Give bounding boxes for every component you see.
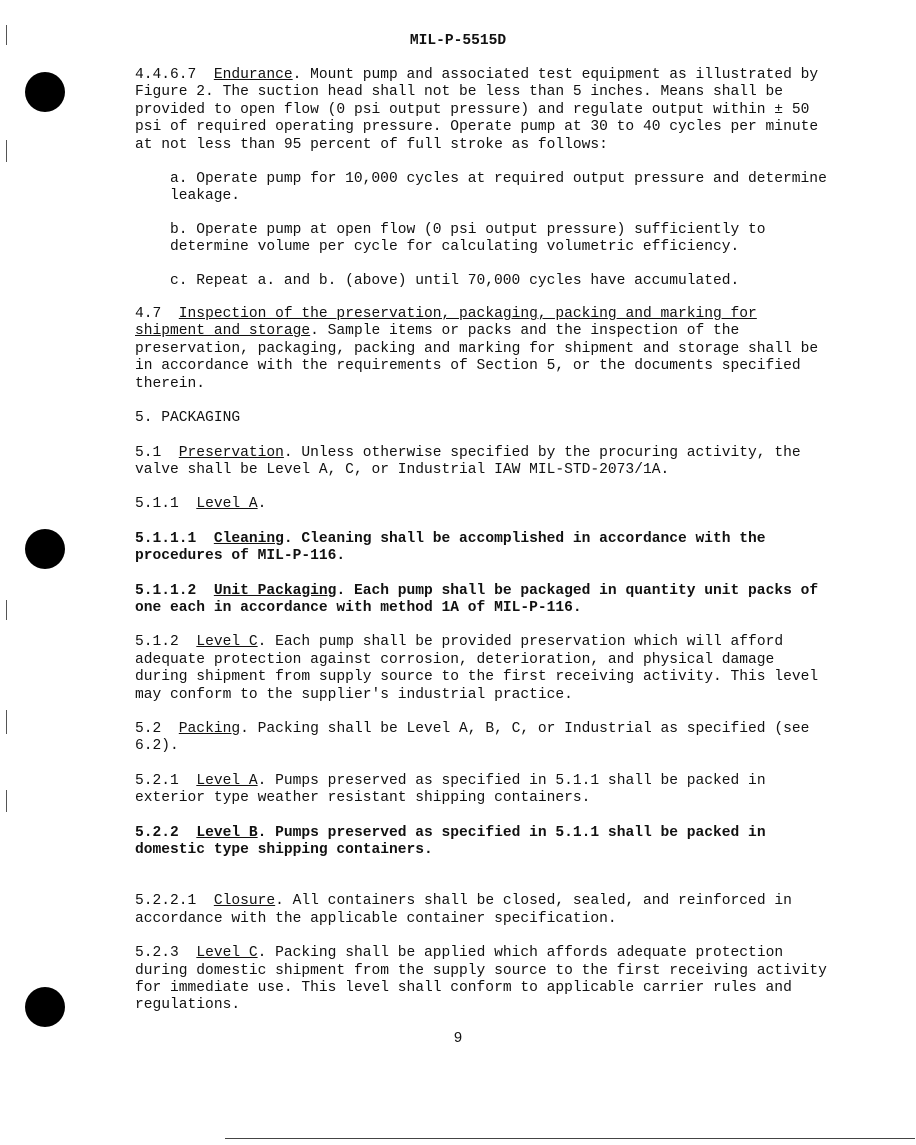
- section-5-heading: 5. PACKAGING: [135, 410, 241, 427]
- section-title: Packing: [178, 720, 241, 737]
- binder-hole-top: [25, 72, 65, 112]
- document-header: MIL-P-5515D: [409, 33, 507, 49]
- section-title: Level A: [196, 772, 258, 789]
- section-number: 5.1.1.2: [135, 582, 197, 599]
- section-5-1: [135, 445, 835, 480]
- page-number: 9: [453, 1031, 463, 1047]
- bottom-rule: [225, 1138, 915, 1139]
- section-text: . All containers shall be closed, sealed, and reinforced in accordance with the applicable container specification.: [135, 893, 792, 927]
- section-title: Level C: [196, 634, 258, 651]
- section-title: Closure: [213, 893, 276, 910]
- section-text: . Unless otherwise specified by the procuring activity, the valve shall be Level A, C, or Industrial IAW MIL-STD-2073/1A.: [135, 444, 801, 478]
- section-4-4-6-7: [135, 67, 835, 154]
- section-text: .: [257, 496, 267, 513]
- section-number: 5.1.1.1: [135, 530, 197, 547]
- section-4-7: [135, 306, 835, 393]
- section-number: 5.2.2: [135, 824, 179, 841]
- section-text: . Each pump shall be provided preservation which will afford adequate protection against corrosion, deterioration, and physical damage during shipment from supply source to the first receiving activity. This level may conform to the supplier's industrial practice.: [135, 634, 819, 703]
- section-title: Level A: [196, 496, 258, 513]
- section-5-1-1-2: [135, 583, 835, 618]
- scan-mark: [6, 140, 7, 162]
- section-5-1-2: [135, 634, 835, 704]
- section-5-2-1: [135, 773, 835, 808]
- section-title: Cleaning: [213, 530, 284, 547]
- scan-mark: [6, 600, 7, 620]
- section-5-1-1: [135, 496, 835, 513]
- section-number: 5.2.2.1: [135, 893, 197, 910]
- section-text: . Sample items or packs and the inspection of the preservation, packaging, packing and marking for shipment and storage shall be in accordance with the requirements of Section 5, or the documents specified therein.: [135, 323, 819, 392]
- section-title: Endurance: [213, 67, 293, 83]
- section-5-2-3: [135, 945, 835, 1015]
- section-text: . Each pump shall be packaged in quantity unit packs of one each in accordance with method 1A of MIL-P-116.: [135, 582, 819, 616]
- section-title: Preservation: [178, 444, 284, 461]
- scan-mark: [6, 710, 7, 734]
- section-title: Inspection of the preservation, packaging, packing and marking for shipment and storage: [135, 306, 757, 340]
- section-5-2: [135, 721, 835, 756]
- section-number: 5.2.3: [135, 945, 179, 962]
- section-number: 4.7: [135, 306, 162, 323]
- binder-hole-bottom: [25, 987, 65, 1027]
- scan-mark: [6, 790, 7, 812]
- section-text: . Mount pump and associated test equipment as illustrated by Figure 2. The suction head shall not be less than 5 inches. Means shall be provided to open flow (0 psi output pressure) and regulate output within ± 50 psi of required operating pressure. Operate pump at 30 to 40 cycles per minute at not less than 95 percent of full stroke as follows:: [135, 67, 819, 153]
- section-5-1-1-1: [135, 531, 835, 566]
- binder-hole-middle: [25, 529, 65, 569]
- section-number: 5.1.1: [135, 496, 179, 513]
- section-number: 5.2: [135, 720, 162, 737]
- section-number: 5.1: [135, 444, 162, 461]
- section-text: . Cleaning shall be accomplished in accordance with the procedures of MIL-P-116.: [135, 530, 766, 565]
- section-number: 5.1.2: [135, 634, 179, 651]
- section-number: 5.2.1: [135, 772, 179, 789]
- list-item-b: b. Operate pump at open flow (0 psi output pressure) sufficiently to determine volume per cycle for calculating volumetric efficiency.: [170, 221, 766, 256]
- section-text: . Packing shall be Level A, B, C, or Industrial as specified (see 6.2).: [135, 720, 810, 755]
- list-item-c: c. Repeat a. and b. (above) until 70,000 cycles have accumulated.: [170, 272, 740, 289]
- section-5-2-2-1: [135, 893, 835, 928]
- section-text: . Pumps preserved as specified in 5.1.1 shall be packed in domestic type shipping containers.: [135, 824, 766, 858]
- section-number: 4.4.6.7: [135, 67, 197, 83]
- section-text: . Pumps preserved as specified in 5.1.1 shall be packed in exterior type weather resistant shipping containers.: [135, 772, 766, 807]
- section-text: . Packing shall be applied which affords adequate protection during domestic shipment from the supply source to the first receiving activity for immediate use. This level shall conform to applicable carrier rules and regulations.: [135, 945, 827, 1014]
- section-title: Level B: [196, 824, 258, 841]
- list-item-a: a. Operate pump for 10,000 cycles at required output pressure and determine leakage.: [170, 171, 827, 205]
- section-title: Level C: [196, 945, 258, 962]
- section-title: Unit Packaging: [213, 582, 337, 599]
- document-body: [135, 67, 835, 1032]
- section-5-2-2: [135, 825, 835, 860]
